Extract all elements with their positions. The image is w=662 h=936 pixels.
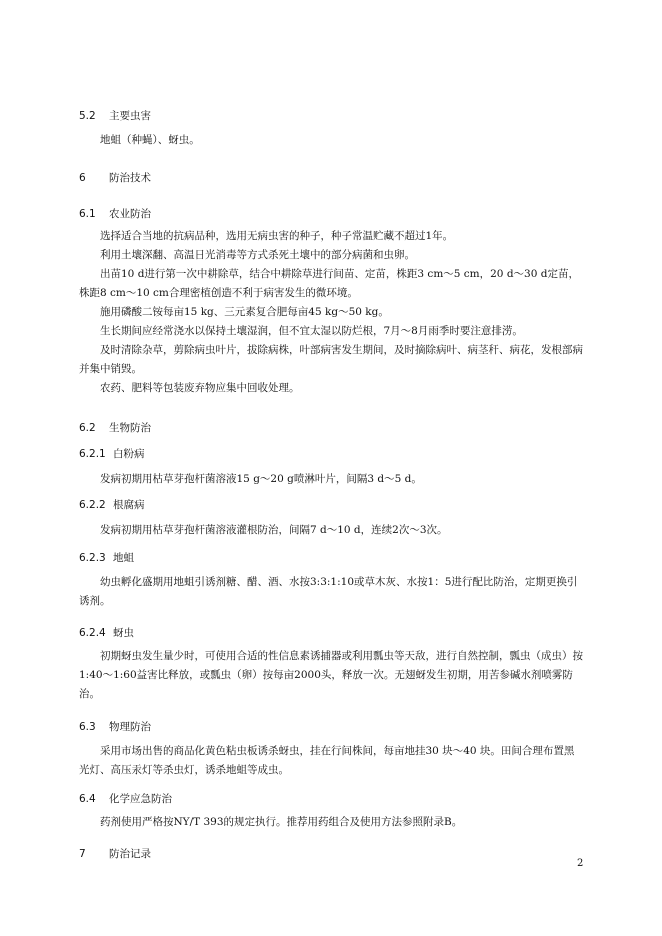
heading-title: 化学应急防治 bbox=[109, 793, 172, 805]
heading-number: 6.2.3 bbox=[79, 552, 106, 564]
heading-number: 6.2.4 bbox=[79, 627, 106, 639]
paragraph-6-1-7: 农药、肥料等包装废弃物应集中回收处理。 bbox=[100, 382, 300, 394]
heading-number: 6.3 bbox=[79, 721, 96, 733]
paragraph-6-4: 药剂使用严格按NY/T 393的规定执行。推荐用药组合及使用方法参照附录B。 bbox=[100, 816, 463, 828]
heading-title: 主要虫害 bbox=[109, 110, 151, 122]
heading-title: 防治记录 bbox=[109, 848, 151, 860]
heading-6-2-1 bbox=[79, 446, 145, 461]
paragraph-6-2-4: 初期蚜虫发生量少时，可使用合适的性信息素诱捕器或利用瓢虫等天敌，进行自然控制，瓢虫（成虫）按1:40～1:60益害比释放，或瓢虫（卵）按每亩2000头，释放一次。无翅蚜发生初期，用苦参碱水剂喷雾防治。 bbox=[79, 650, 583, 700]
paragraph-5-2: 地蛆（种蝇）、蚜虫。 bbox=[100, 134, 200, 146]
page-number: 2 bbox=[577, 858, 584, 869]
paragraph-6-1-4: 施用磷酸二铵每亩15 kg、三元素复合肥每亩45 kg～50 kg。 bbox=[100, 306, 389, 318]
heading-title: 地蛆 bbox=[113, 552, 134, 564]
heading-6-2 bbox=[79, 420, 151, 435]
paragraph-6-1-3: 出苗10 d进行第一次中耕除草，结合中耕除草进行间苗、定苗，株距3 cm～5 cm，20 d～30 d定苗，株距8 cm～10 cm合理密植创造不利于病害发生的微环境。 bbox=[79, 268, 579, 299]
heading-number: 7 bbox=[79, 848, 86, 860]
heading-number: 6.4 bbox=[79, 793, 96, 805]
heading-number: 6 bbox=[79, 172, 86, 184]
heading-number: 6.2.2 bbox=[79, 499, 106, 511]
paragraph-6-1-2: 利用土壤深翻、高温日光消毒等方式杀死土壤中的部分病菌和虫卵。 bbox=[100, 249, 415, 261]
paragraph-6-1-1: 选择适合当地的抗病品种，选用无病虫害的种子，种子常温贮藏不超过1年。 bbox=[100, 230, 454, 242]
paragraph-6-1-6: 及时清除杂草，剪除病虫叶片，拔除病株，叶部病害发生期间，及时摘除病叶、病茎秆、病花，发根部病并集中销毁。 bbox=[79, 344, 583, 375]
heading-number: 6.1 bbox=[79, 208, 96, 220]
heading-number: 6.2 bbox=[79, 422, 96, 434]
heading-6 bbox=[79, 170, 151, 185]
heading-6-2-4 bbox=[79, 625, 134, 640]
heading-title: 蚜虫 bbox=[113, 627, 134, 639]
heading-6-2-2 bbox=[79, 497, 145, 512]
heading-title: 白粉病 bbox=[113, 448, 145, 460]
paragraph-6-2-3: 幼虫孵化盛期用地蛆引诱剂糖、醋、酒、水按3:3:1:10或草木灰、水按1：5进行配比防治，定期更换引诱剂。 bbox=[79, 576, 578, 607]
heading-title: 生物防治 bbox=[109, 422, 151, 434]
heading-title: 防治技术 bbox=[109, 172, 151, 184]
paragraph-6-3: 采用市场出售的商品化黄色粘虫板诱杀蚜虫，挂在行间株间，每亩地挂30 块～40 块。田间合理布置黑光灯、高压汞灯等杀虫灯，诱杀地蛆等成虫。 bbox=[79, 745, 575, 776]
heading-6-1 bbox=[79, 206, 151, 221]
heading-title: 根腐病 bbox=[113, 499, 145, 511]
heading-7 bbox=[79, 846, 151, 861]
paragraph-6-2-1: 发病初期用枯草芽孢杆菌溶液15 g～20 g喷淋叶片，间隔3 d～5 d。 bbox=[100, 473, 422, 485]
heading-6-4 bbox=[79, 791, 172, 806]
paragraph-6-2-2: 发病初期用枯草芽孢杆菌溶液灌根防治，间隔7 d～10 d，连续2次～3次。 bbox=[100, 524, 448, 536]
heading-6-2-3 bbox=[79, 550, 134, 565]
paragraph-6-1-5: 生长期间应经常浇水以保持土壤湿润，但不宜太湿以防烂根，7月～8月雨季时要注意排涝。 bbox=[100, 325, 523, 337]
heading-6-3 bbox=[79, 719, 151, 734]
heading-title: 农业防治 bbox=[109, 208, 151, 220]
heading-5-2 bbox=[79, 108, 151, 123]
heading-title: 物理防治 bbox=[109, 721, 151, 733]
heading-number: 6.2.1 bbox=[79, 448, 106, 460]
heading-number: 5.2 bbox=[79, 110, 96, 122]
